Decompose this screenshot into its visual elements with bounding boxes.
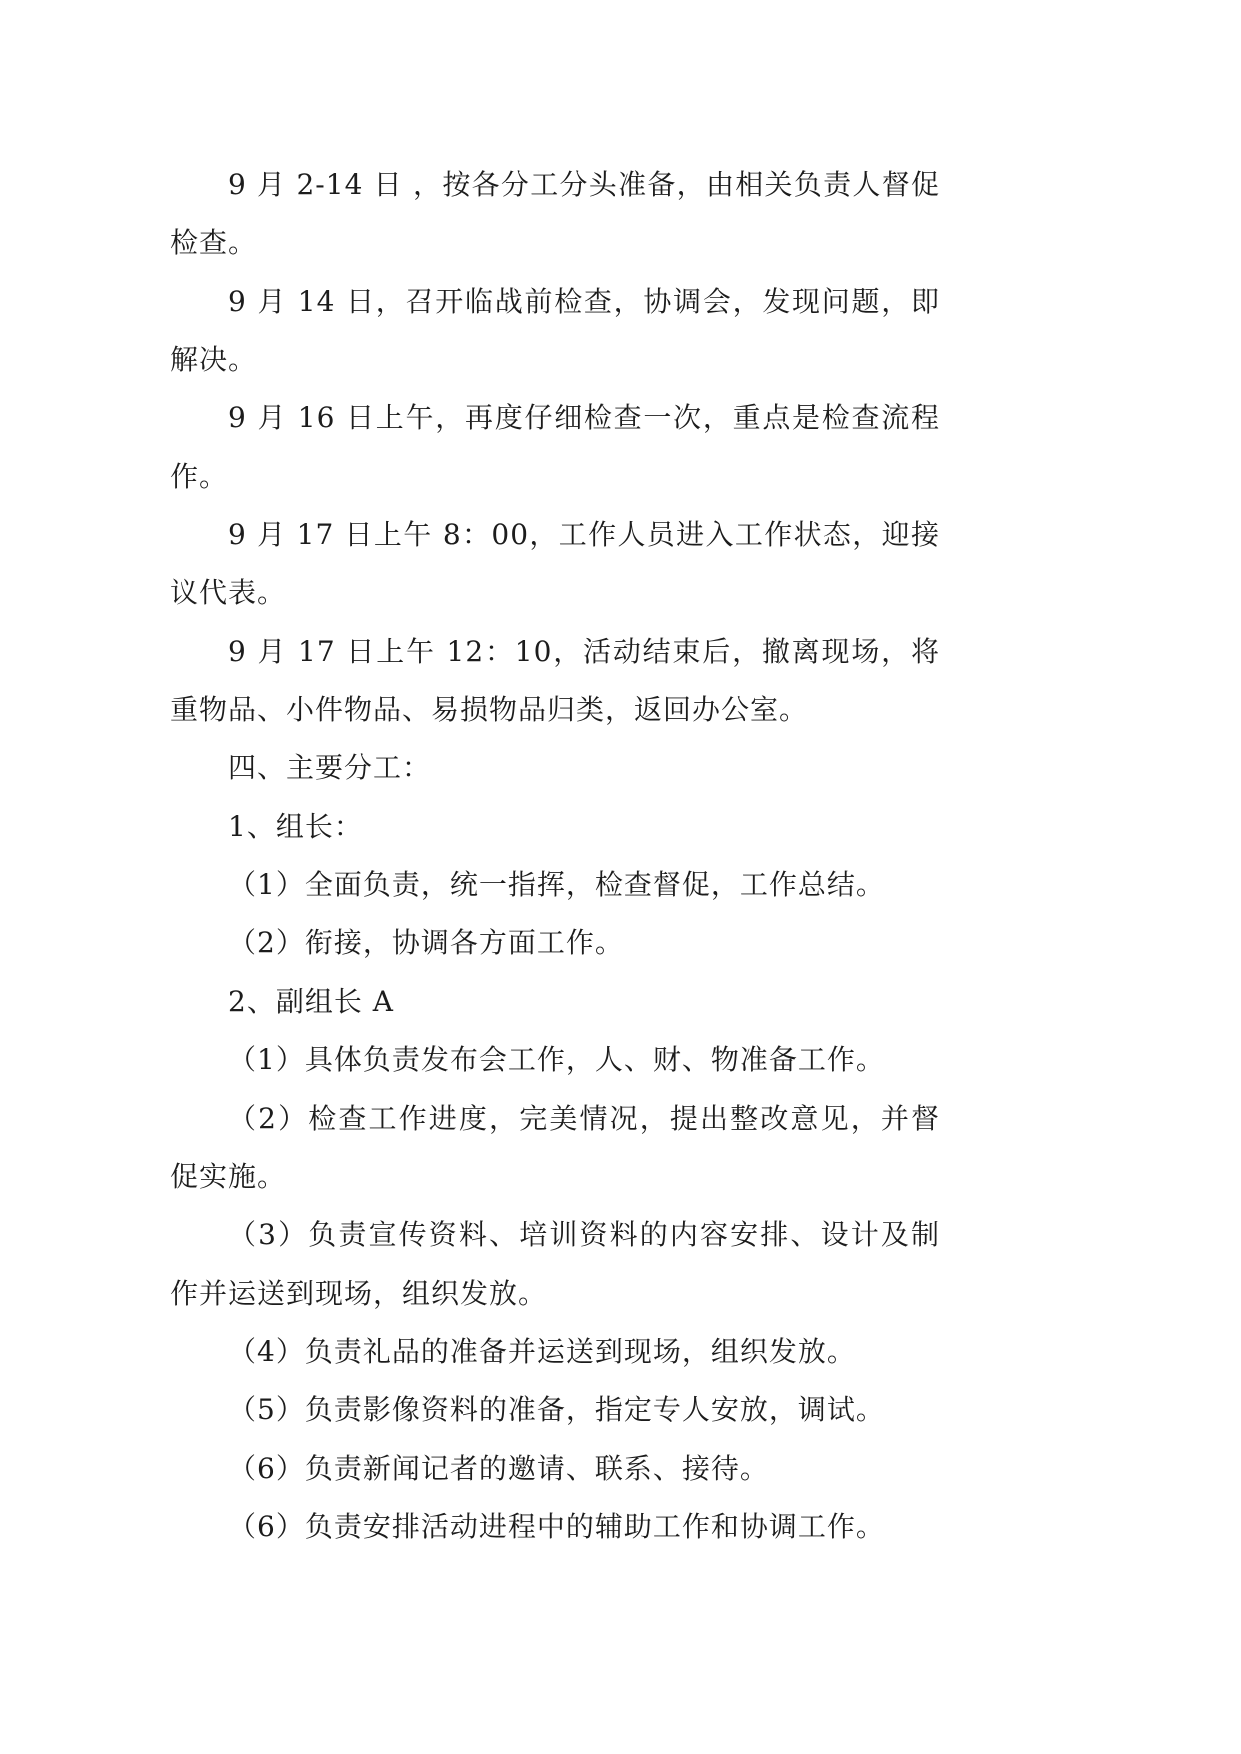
paragraph-line: 9 月 14 日，召开临战前检查，协调会，发现问题，即 xyxy=(228,284,940,318)
list-item-line: （2）衔接，协调各方面工作。 xyxy=(228,926,624,960)
subheading: 1、组长： xyxy=(228,809,363,843)
list-item-deputy-5 xyxy=(170,1381,940,1439)
list-item-line: （5）负责影像资料的准备，指定专人安放，调试。 xyxy=(228,1393,885,1427)
paragraph-line: 作。 xyxy=(170,459,229,493)
list-item-deputy-6a xyxy=(170,1440,940,1498)
list-item-line: （2）检查工作进度，完美情况，提出整改意见，并督 xyxy=(228,1101,940,1135)
paragraph-line: 议代表。 xyxy=(170,576,287,610)
list-item-deputy-4 xyxy=(170,1323,940,1381)
list-item-line: （6）负责新闻记者的邀请、联系、接待。 xyxy=(228,1451,769,1485)
list-item-deputy-1 xyxy=(170,1031,940,1089)
paragraph-line: 9 月 17 日上午 12：10，活动结束后，撤离现场，将 xyxy=(228,634,940,668)
list-item-deputy-3 xyxy=(170,1206,940,1323)
list-item-line: （1）具体负责发布会工作，人、财、物准备工作。 xyxy=(228,1043,885,1077)
list-item-line: （3）负责宣传资料、培训资料的内容安排、设计及制 xyxy=(228,1218,940,1252)
subheading-team-leader xyxy=(170,798,940,856)
paragraph-line: 9 月 2-14 日 ，按各分工分头准备，由相关负责人督促 xyxy=(228,168,940,201)
paragraph-line: 检查。 xyxy=(170,226,258,260)
list-item-line: （6）负责安排活动进程中的辅助工作和协调工作。 xyxy=(228,1509,885,1543)
list-item-leader-1 xyxy=(170,856,940,914)
paragraph-schedule-sep-17-morning xyxy=(170,506,940,623)
list-item-line: 促实施。 xyxy=(170,1159,287,1193)
paragraph-line: 9 月 17 日上午 8：00，工作人员进入工作状态，迎接 xyxy=(228,518,940,552)
paragraph-schedule-sep-2-14 xyxy=(170,156,940,273)
paragraph-schedule-sep-14 xyxy=(170,273,940,390)
list-item-deputy-2 xyxy=(170,1090,940,1207)
subheading-deputy-leader-a xyxy=(170,973,940,1031)
paragraph-schedule-sep-17-noon xyxy=(170,623,940,740)
document-body xyxy=(170,156,940,1556)
list-item-deputy-6b xyxy=(170,1498,940,1556)
list-item-line: （4）负责礼品的准备并运送到现场，组织发放。 xyxy=(228,1334,856,1368)
paragraph-line: 解决。 xyxy=(170,343,258,377)
paragraph-schedule-sep-16 xyxy=(170,389,940,506)
list-item-line: （1）全面负责，统一指挥，检查督促，工作总结。 xyxy=(228,868,885,902)
section-heading: 四、主要分工： xyxy=(228,751,432,785)
paragraph-line: 9 月 16 日上午，再度仔细检查一次，重点是检查流程 xyxy=(228,401,940,435)
list-item-leader-2 xyxy=(170,914,940,972)
list-item-line: 作并运送到现场，组织发放。 xyxy=(170,1276,548,1310)
paragraph-line: 重物品、小件物品、易损物品归类，返回办公室。 xyxy=(170,693,809,727)
section-heading-division-of-labor xyxy=(170,739,940,797)
subheading: 2、副组长 A xyxy=(228,984,394,1018)
